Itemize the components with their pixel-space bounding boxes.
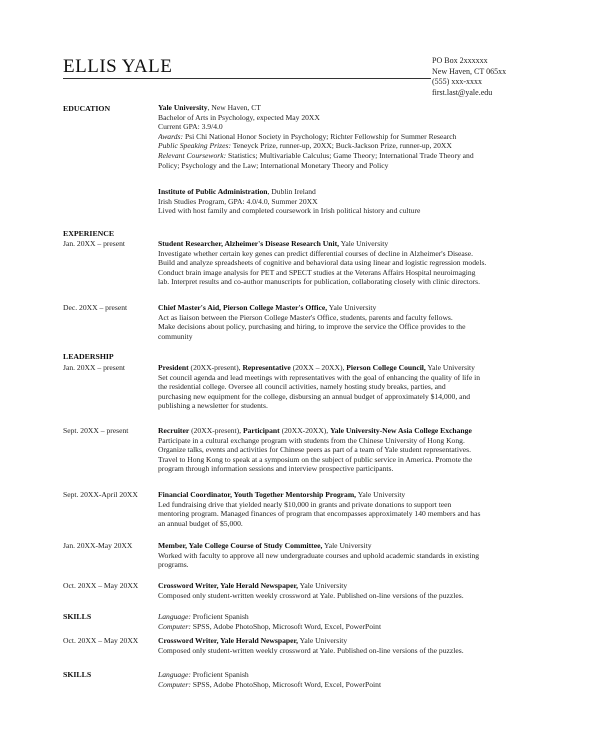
school-line: Yale University, New Haven, CT — [158, 103, 261, 112]
skills-entry: Language: Proficient Spanish Computer: SPSS, Adobe PhotoShop, Microsoft Word, Excel, PowerPoint — [158, 612, 382, 631]
contact-city: New Haven, CT 065xx — [432, 66, 507, 76]
leadership-entry: Crossword Writer, Yale Herald Newspaper, Yale University Composed only student-written weekly crossword at Yale. Published on-line versions of the puzzles. — [158, 581, 464, 600]
school-line: Institute of Public Administration, Dublin Ireland — [158, 187, 316, 196]
speaking-line: Public Speaking Prizes: Teneyck Prize, runner-up, 20XX; Buck-Jackson Prize, runner-up, 20XX — [158, 141, 452, 151]
leadership-entry: Member, Yale College Course of Study Committee, Yale University Worked with faculty to approve all new undergraduate courses and uphold academic standards in existing programs. — [158, 541, 480, 570]
education-ipa — [158, 187, 543, 216]
leadership-entry-repeat: Crossword Writer, Yale Herald Newspaper, Yale University Composed only student-written weekly crossword at Yale. Published on-line versions of the puzzles. — [158, 636, 464, 655]
program-line: Irish Studies Program, GPA: 4.0/4.0, Summer 20XX — [158, 196, 318, 206]
degree-line: Bachelor of Arts in Psychology, expected May 20XX — [158, 112, 320, 122]
skills-entry-repeat: Language: Proficient Spanish Computer: SPSS, Adobe PhotoShop, Microsoft Word, Excel, PowerPoint — [158, 670, 382, 689]
leadership-date: Oct. 20XX – May 20XX — [63, 581, 139, 590]
leadership-entry: President (20XX-present), Representative (20XX – 20XX), Pierson College Council, Yale University Set council agenda and lead meetings with representatives with the goal of enhancing the quality of life in the residential college. Oversee all council activities, namely hosting study breaks, parties, and purchasing new equipment for the college, disbursing an annual budget of approximately $14,000, and publishing a newsletter for students. — [158, 363, 481, 411]
leadership-entry: Financial Coordinator, Youth Together Mentorship Program, Yale University Led fundraising drive that yielded nearly $10,000 in grants and private donations to support teen mentoring program. Managed finances of program that encompasses approximately 140 members and has an annual budget of $5,000. — [158, 490, 481, 528]
leadership-date: Jan. 20XX – present — [63, 363, 126, 372]
header-divider — [63, 78, 431, 79]
contact-address: PO Box 2xxxxxx — [432, 56, 488, 65]
resume-name: ELLIS YALE — [63, 56, 173, 77]
coursework-line: Relevant Coursework: Statistics; Multivariable Calculus; Game Theory; International Trade Theory and — [158, 150, 474, 160]
gpa-line: Current GPA: 3.9/4.0 — [158, 122, 223, 132]
awards-line: Awards: Psi Chi National Honor Society in Psychology; Richter Fellowship for Summer Research — [158, 131, 457, 141]
experience-date: Dec. 20XX – present — [63, 303, 128, 312]
contact-phone: (555) xxx-xxxx — [432, 77, 482, 87]
section-skills: SKILLS — [63, 612, 92, 621]
coursework-line-2: Policy; Psychology and the Law; International Monetary Theory and Policy — [158, 160, 389, 170]
leadership-date: Sept. 20XX – present — [63, 426, 129, 435]
leadership-date: Jan. 20XX-May 20XX — [63, 541, 133, 550]
experience-date: Jan. 20XX – present — [63, 239, 126, 248]
section-education: EDUCATION — [63, 104, 111, 113]
education-yale — [158, 103, 543, 170]
section-leadership: LEADERSHIP — [63, 352, 114, 361]
contact-block — [432, 56, 506, 98]
leadership-entry: Recruiter (20XX-present), Participant (20XX-20XX), Yale University-New Asia College Exchange Participate in a cultural exchange program with students from the Chinese University of Hong Kong. Organize talks, events and activities for Chinese peers as part of a team of Yale student representatives. Travel to Hong Kong to speak at a symposium on the subject of public service in America. Promote the program through information sessions and interview prospective participants. — [158, 426, 473, 474]
section-experience: EXPERIENCE — [63, 229, 115, 238]
experience-entry: Student Researcher, Alzheimer's Disease Research Unit, Yale University Investigate whether certain key genes can predict differential courses of decline in Alzheimer's Disease. Build and analyze spreadsheets of cognitive and behavioral data using linear and logistic regression models. Conduct brain image analysis for PET and SPECT studies at the Veterans Affairs Hospital neuroimaging lab. Interpret results and co-author manuscripts for publication, collaborating closely with clinic directors. — [158, 239, 487, 287]
leadership-date-repeat: Oct. 20XX – May 20XX — [63, 636, 139, 645]
experience-entry: Chief Master's Aid, Pierson College Master's Office, Yale University Act as liaison between the Pierson College Master's Office, students, parents and faculty fellows. Make decisions about policy, purchasing and hiring, to improve the service the Office provides to the community — [158, 303, 466, 341]
contact-email: first.last@yale.edu — [432, 87, 493, 97]
leadership-date: Sept. 20XX-April 20XX — [63, 490, 138, 499]
detail-line: Lived with host family and completed coursework in Irish political history and culture — [158, 206, 421, 216]
section-skills-repeat: SKILLS — [63, 670, 92, 679]
